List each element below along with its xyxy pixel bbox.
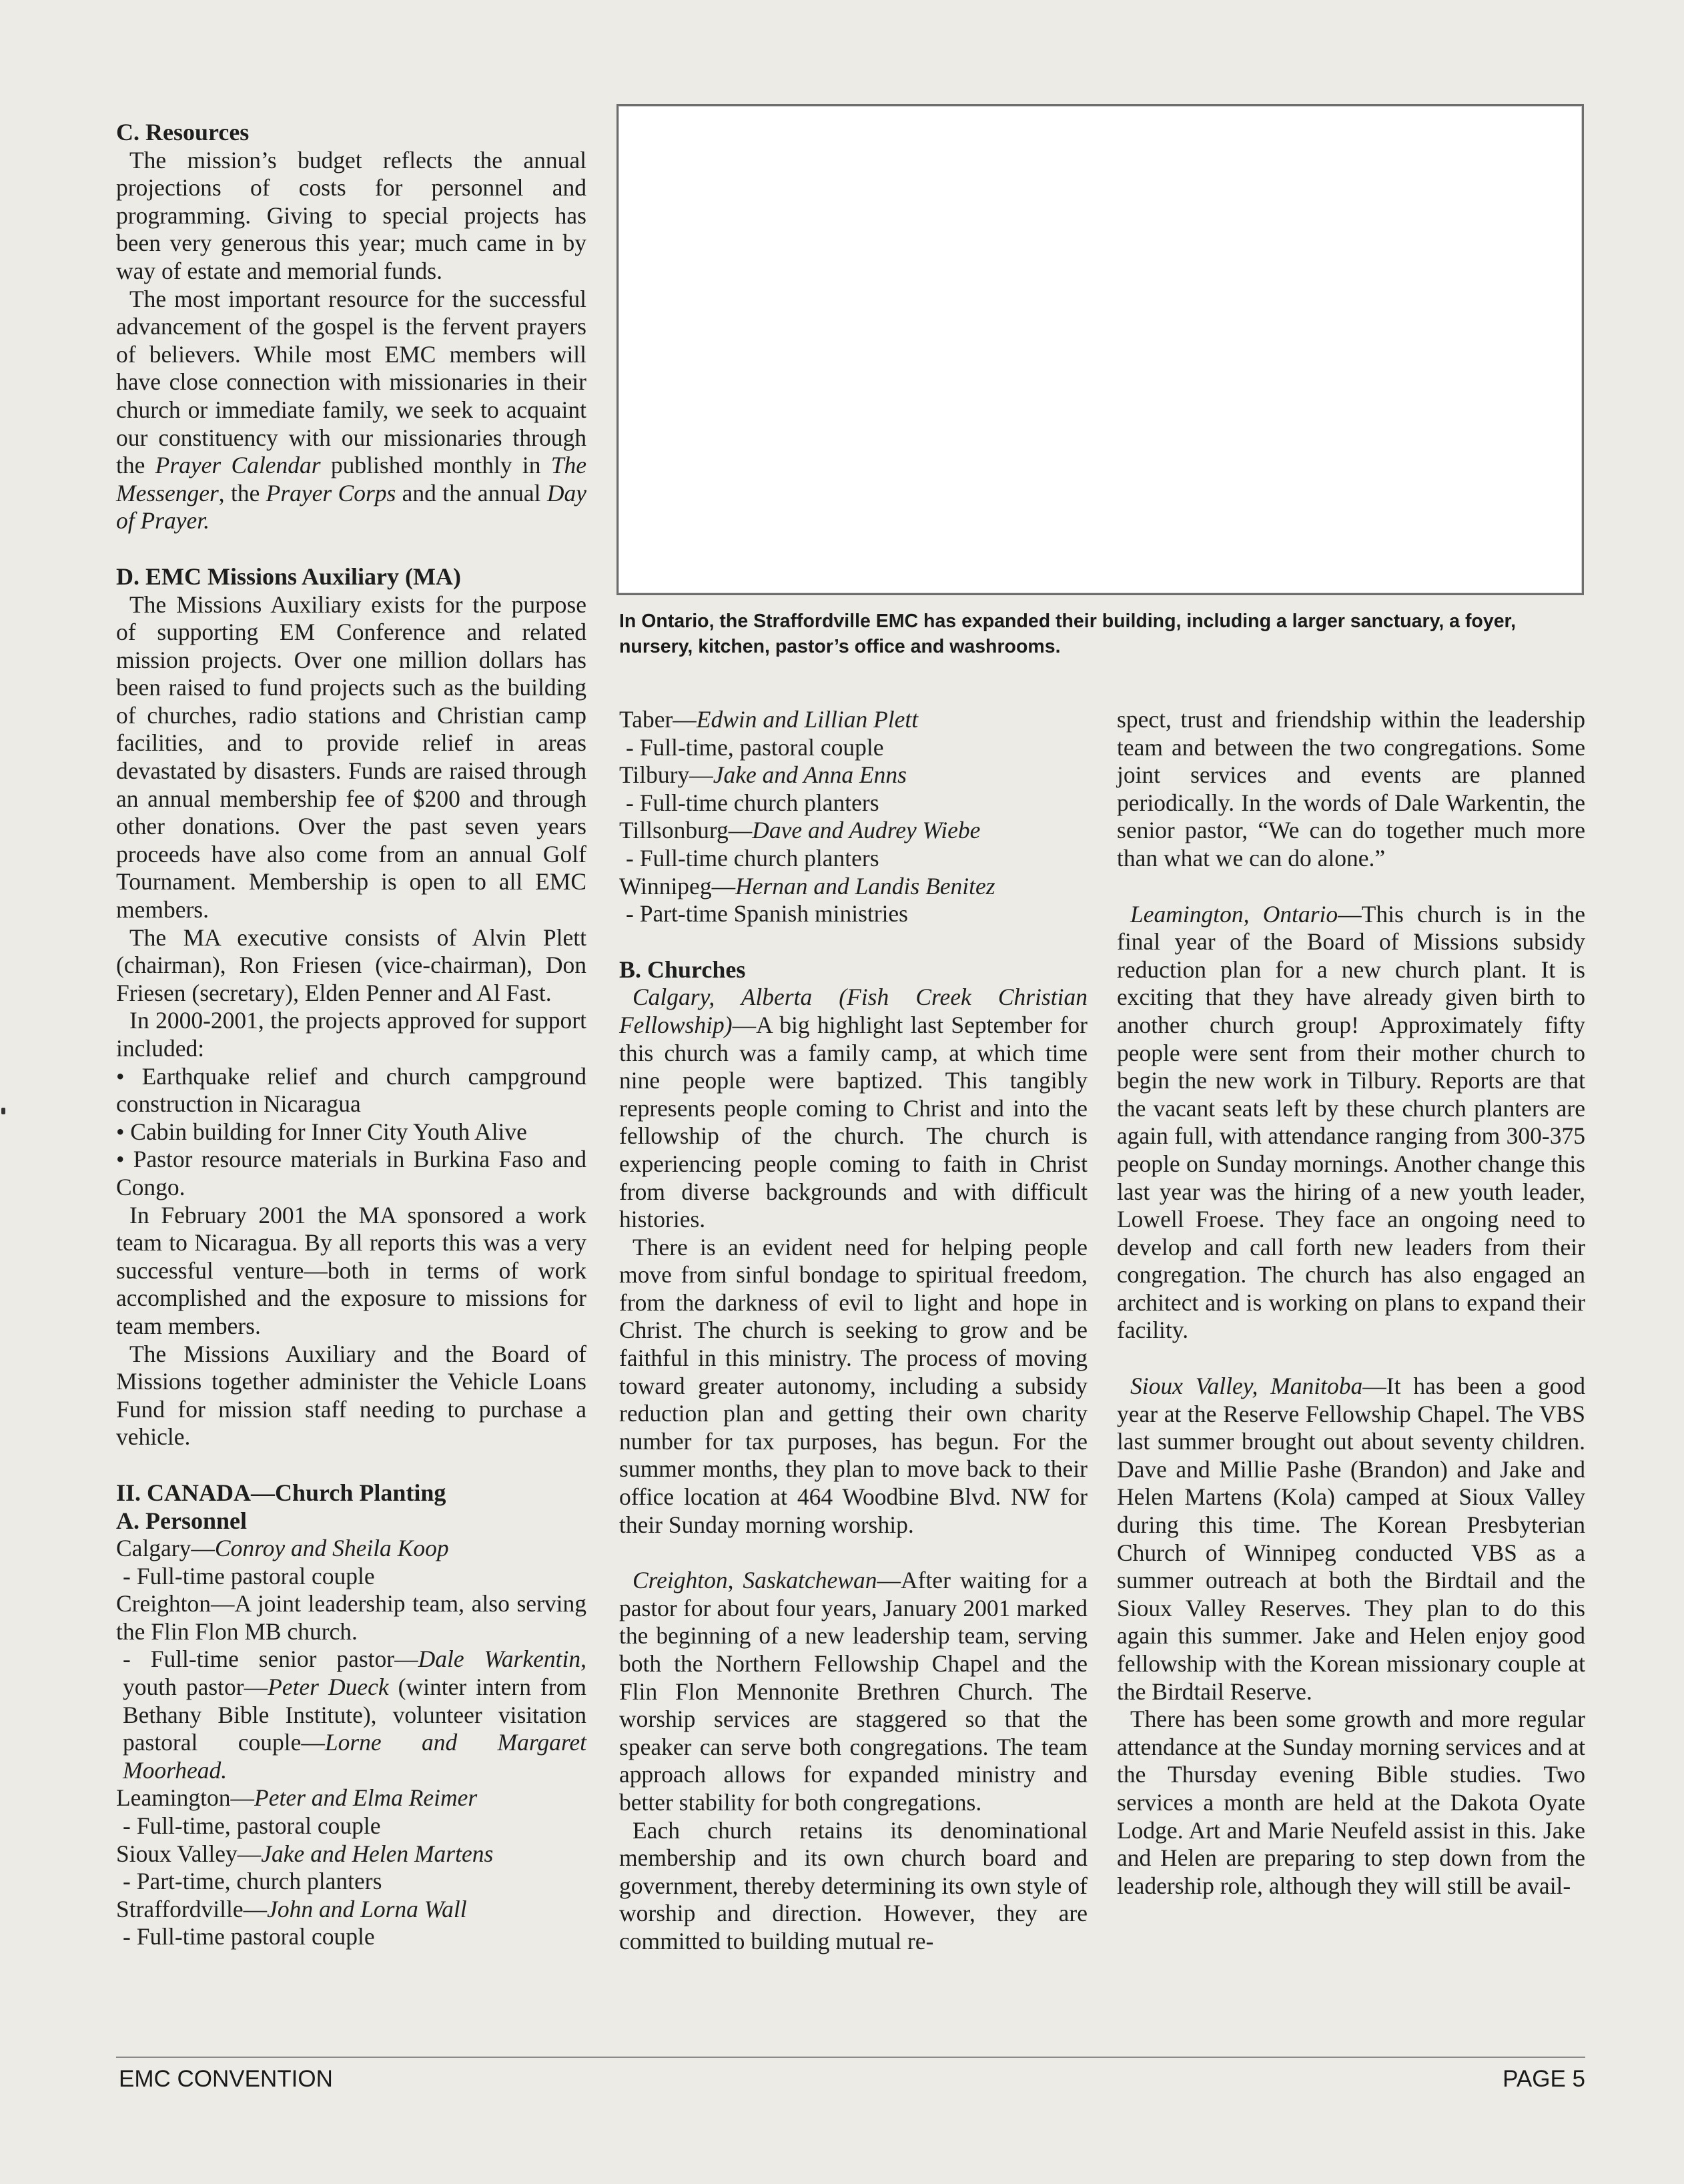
footer-rule [116,2057,1585,2058]
canada-heading: II. CANADA—Church Planting [116,1479,446,1506]
personnel-winnipeg-role: - Part-time Spanish ministries [626,900,909,928]
personnel-tillsonburg-role: - Full-time church planters [626,844,879,871]
column-right [1117,706,1585,1900]
personnel-calgary: Calgary—Conroy and Sheila Koop [116,1535,449,1562]
creighton-church-paragraph-1: Creighton, Saskatchewan—After waiting for a pastor for about four years, January 2001 marked the beginning of a new leadership team, serving both the Northern Fellowship Chapel and the Flin Flon Mennonite Brethren Church. The worship services are staggered so that the speaker can serve both congregations. The team approach allows for expanded ministry and better stability for both congregations. [619,1567,1088,1816]
footer-page-number: PAGE 5 [1503,2066,1585,2092]
leamington-church-paragraph: Leamington, Ontario—This church is in the final year of the Board of Missions subsidy reduction plan for a new church plant. It is exciting that they have already given birth to another church group! Approximately fifty people were sent from their mother church to begin the new work in Tilbury. Reports are that the vacant seats left by these church planters are again full, with attendance ranging from 300-375 people on Sunday mornings. Another change this last year was the hiring of a new youth leader, Lowell Froese. They face an ongoing need to develop and call forth new leaders from their congregation. The church has also engaged an architect and is working on plans to expand their facility. [1117,900,1586,1344]
auxiliary-bullet-3: • Pastor resource materials in Burkina Faso and Congo. [116,1146,586,1200]
footer-publication: EMC CONVENTION [119,2066,333,2092]
calgary-church-paragraph-2: There is an evident need for helping people move from sinful bondage to spiritual freedom, from the darkness of evil to light and hope in Christ. The church is seeking to grow and be faithful in this ministry. The process of moving toward greater autonomy, including a subsidy reduction plan and getting their own charity number for tax purposes, has begun. For the summer months, they plan to move back to their office location at 464 Woodbine Blvd. NW for their Sunday morning worship. [619,1233,1088,1538]
auxiliary-bullet-1: • Earthquake relief and church campground construction in Nicaragua [116,1062,586,1118]
auxiliary-heading: D. EMC Missions Auxiliary (MA) [116,563,461,590]
auxiliary-paragraph-4: In February 2001 the MA sponsored a work team to Nicaragua. By all reports this was a very successful venture—both in terms of work accomplished and the exposure to missions for team members. [116,1201,586,1339]
personnel-straffordville: Straffordville—John and Lorna Wall [116,1895,467,1922]
personnel-leamington-role: - Full-time, pastoral couple [123,1812,381,1840]
resources-paragraph-2: The most important resource for the successful advancement of the gospel is the fervent prayers of believers. While most EMC members will have close connection with missionaries in their church or immediate family, we seek to acquaint our constituency with our missionaries through the Prayer Calendar published monthly in The Messenger, the Prayer Corps and the annual Day of Prayer. [116,285,587,534]
auxiliary-paragraph-3: In 2000-2001, the projects approved for support included: [116,1007,586,1062]
auxiliary-bullet-2: • Cabin building for Inner City Youth Alive [116,1118,527,1145]
churches-heading: B. Churches [619,956,746,983]
personnel-creighton: Creighton—A joint leadership team, also serving the Flin Flon MB church. [116,1590,586,1645]
personnel-calgary-role: - Full-time pastoral couple [123,1562,375,1589]
creighton-church-paragraph-2: Each church retains its denominational membership and its own church board and government, thereby determining its own style of worship and direction. However, they are committed to building mutual re- [619,1816,1088,1954]
personnel-leamington: Leamington—Peter and Elma Reimer [116,1784,478,1812]
personnel-tilbury: Tilbury—Jake and Anna Enns [619,761,907,789]
personnel-sioux-valley-role: - Part-time, church planters [123,1868,382,1895]
personnel-tilbury-role: - Full-time church planters [626,789,879,816]
sioux-valley-paragraph-2: There has been some growth and more regular attendance at the Sunday morning services and at the Thursday evening Bible studies. Two services a month are held at the Dakota Oyate Lodge. Art and Marie Neufeld assist in this. Jake and Helen are preparing to step down from the leadership role, although they will still be avail- [1117,1706,1585,1899]
creighton-church-continued: spect, trust and friendship within the leadership team and between the two congregations. Some joint services and events are planned periodically. In the words of Dale Warkentin, the senior pastor, “We can do together much more than what we can do alone.” [1117,706,1585,871]
calgary-church-paragraph-1: Calgary, Alberta (Fish Creek Christian Fellowship)—A big highlight last September for this church was a family camp, at which time nine people were baptized. This tangibly represents people coming to Christ and into the fellowship of the church. The church is experiencing people coming to faith in Christ from diverse backgrounds and with difficult histories. [619,984,1088,1233]
sioux-valley-paragraph-1: Sioux Valley, Manitoba—It has been a good year at the Reserve Fellowship Chapel. The VBS last summer brought out about seventy children. Dave and Millie Pashe (Brandon) and Jake and Helen Martens (Kola) camped at Sioux Valley during this time. The Korean Presbyterian Church of Winnipeg conducted VBS as a summer outreach at both the Birdtail and the Sioux Valley Reserves. They plan to do this again this summer. Jake and Helen enjoy good fellowship with the Korean missionary couple at the Birdtail Reserve. [1117,1373,1586,1705]
personnel-creighton-roles: - Full-time senior pastor—Dale Warkentin, youth pastor—Peter Dueck (winter intern from Bethany Bible Institute), volunteer visitation pastoral couple—Lorne and Margaret Moorhead. [123,1646,586,1784]
auxiliary-paragraph-5: The Missions Auxiliary and the Board of Missions together administer the Vehicle Loans Fund for mission staff needing to purchase a vehicle. [116,1340,586,1451]
photo-caption: In Ontario, the Straffordville EMC has expanded their building, including a larger sanctuary, a foyer, nursery, kitchen, pastor’s office and washrooms. [619,611,1516,657]
personnel-tillsonburg: Tillsonburg—Dave and Audrey Wiebe [619,817,981,844]
personnel-subheading: A. Personnel [116,1507,247,1534]
scan-artifact [1,1108,5,1114]
resources-heading: C. Resources [116,119,250,145]
personnel-straffordville-role: - Full-time pastoral couple [123,1923,375,1950]
auxiliary-paragraph-1: The Missions Auxiliary exists for the purpose of supporting EM Conference and related mission projects. Over one million dollars has been raised to fund projects such as the building of churches, radio stations and Christian camp facilities, and to provide relief in areas devastated by disasters. Funds are raised through an annual membership fee of $200 and through other donations. Over the past seven years proceeds have also come from an annual Golf Tournament. Membership is open to all EMC members. [116,591,586,924]
personnel-taber-role: - Full-time, pastoral couple [626,733,884,761]
column-left [116,119,586,1951]
auxiliary-paragraph-2: The MA executive consists of Alvin Plett (chairman), Ron Friesen (vice-chairman), Don Friesen (secretary), Elden Penner and Al Fast. [116,924,586,1006]
resources-paragraph-1: The mission’s budget reflects the annual projections of costs for personnel and programming. Giving to special projects has been very generous this year; much came in by way of estate and memorial funds. [116,146,586,284]
column-middle [619,706,1088,1956]
personnel-taber: Taber—Edwin and Lillian Plett [619,706,919,733]
personnel-winnipeg: Winnipeg—Hernan and Landis Benitez [619,872,995,899]
personnel-sioux-valley: Sioux Valley—Jake and Helen Martens [116,1840,494,1867]
photo-frame [616,104,1584,595]
